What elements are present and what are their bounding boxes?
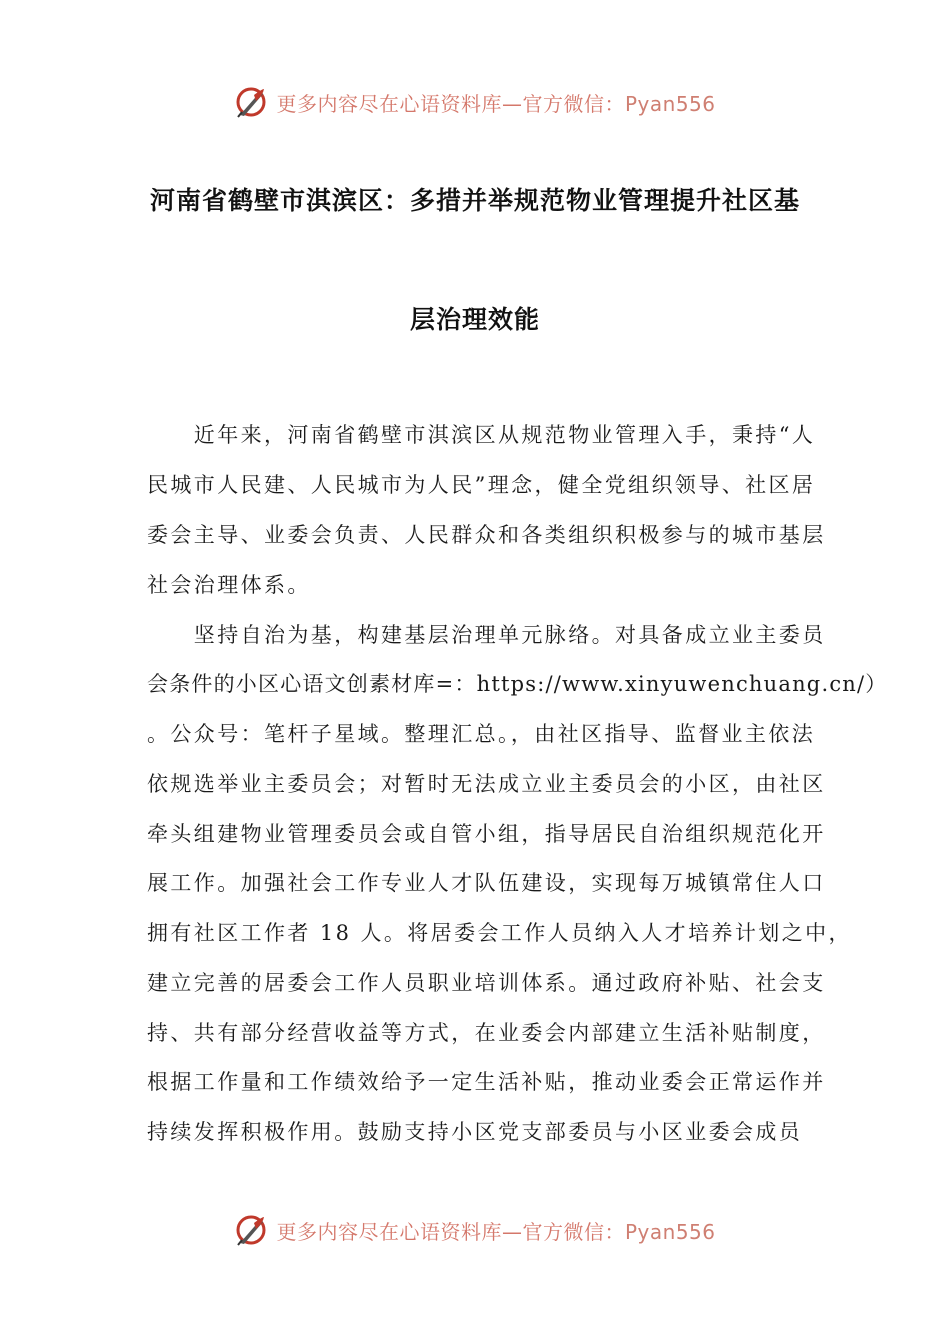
banner-text: 更多内容尽在心语资料库—官方微信：Pyan556 [276, 1219, 716, 1244]
body-line: 持、共有部分经营收益等方式，在业委会内部建立生活补贴制度， [147, 1021, 826, 1045]
quill-pen-logo-icon [234, 1213, 268, 1247]
body-line: 坚持自治为基，构建基层治理单元脉络。对具备成立业主委员 [147, 623, 826, 647]
body-line: 依规选举业主委员会；对暂时无法成立业主委员会的小区，由社区 [147, 772, 826, 796]
body-line-with-link: 会条件的小区心语文创素材库=：https://www.xinyuwenchuang.cn/） [147, 672, 888, 696]
document-title-line-1: 河南省鹤壁市淇滨区：多措并举规范物业管理提升社区基 [149, 186, 800, 215]
body-line: 委会主导、业委会负责、人民群众和各类组织积极参与的城市基层 [147, 523, 826, 547]
body-line: 持续发挥积极作用。鼓励支持小区党支部委员与小区业委会成员 [147, 1120, 803, 1144]
body-line: 牵头组建物业管理委员会或自管小组，指导居民自治组织规范化开 [147, 822, 826, 846]
body-line: 建立完善的居委会工作人员职业培训体系。通过政府补贴、社会支 [147, 971, 826, 995]
body-line: 社会治理体系。 [147, 573, 311, 597]
body-line: 拥有社区工作者 18 人。将居委会工作人员纳入人才培养计划之中， [147, 921, 852, 945]
quill-pen-logo-icon [234, 85, 268, 119]
body-line: 。公众号：笔杆子星域。整理汇总。，由社区指导、监督业主依法 [147, 722, 816, 746]
body-line: 根据工作量和工作绩效给予一定生活补贴，推动业委会正常运作并 [147, 1070, 826, 1094]
header-banner [0, 82, 950, 122]
document-title-line-2: 层治理效能 [409, 305, 540, 334]
body-line: 展工作。加强社会工作专业人才队伍建设，实现每万城镇常住人口 [147, 871, 826, 895]
body-line: 近年来，河南省鹤壁市淇滨区从规范物业管理入手，秉持“人 [147, 423, 816, 447]
body-line: 民城市人民建、人民城市为人民”理念，健全党组织领导、社区居 [147, 473, 816, 497]
footer-banner [0, 1210, 950, 1250]
banner-text: 更多内容尽在心语资料库—官方微信：Pyan556 [276, 91, 716, 116]
